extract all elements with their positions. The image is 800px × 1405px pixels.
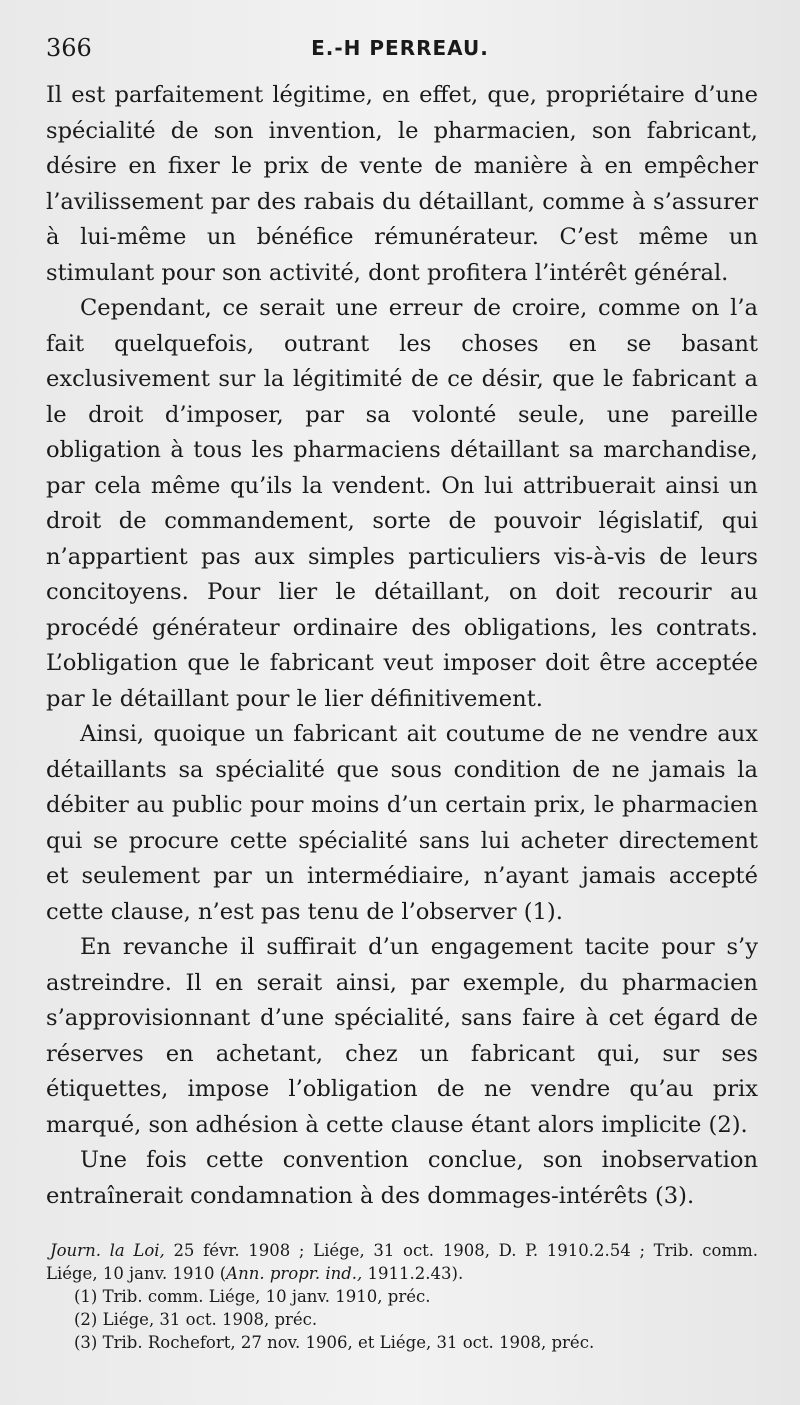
footnotes <box>46 1239 758 1354</box>
paragraph: Cependant, ce serait une erreur de croire, comme on l’a fait quelquefois, outrant les choses en se basant exclusivement sur la légitimité de ce désir, que le fabricant a le droit d’imposer, par sa volonté seule, une pareille obligation à tous les pharmaciens détaillant sa marchandise, par cela même qu’ils la vendent. On lui attribuerait ainsi un droit de commandement, sorte de pouvoir législatif, qui n’appartient pas aux simples particuliers vis-à-vis de leurs concitoyens. Pour lier le détaillant, on doit recourir au procédé générateur ordinaire des obligations, les contrats. L’obligation que le fabricant veut imposer doit être acceptée par le détaillant pour le lier définitivement. <box>46 295 758 712</box>
source-journal-b: Ann. propr. ind., <box>226 1264 363 1283</box>
paragraph: En revanche il suffirait d’un engagement tacite pour s’y astreindre. Il en serait ainsi, par exemple, du pharmacien s’approvisionnant d’une spécialité, sans faire à cet égard de réserves en achetant, chez un fabricant qui, sur ses étiquettes, impose l’obligation de ne vendre qu’au prix marqué, son adhésion à cette clause étant alors implicite (2). <box>46 934 758 1138</box>
source-text: 25 févr. 1908 ; Liége, 31 oct. 1908, D. P. 1910.2.54 ; Trib. comm. Liége, 10 janv. 1910 ( <box>46 1241 759 1283</box>
page-header <box>46 34 754 70</box>
source-text-b: 1911.2.43). <box>362 1264 464 1283</box>
page-number: 366 <box>46 34 92 62</box>
paragraph: Il est parfaitement légitime, en effet, que, propriétaire d’une spécialité de son invention, le pharmacien, son fabricant, désire en fixer le prix de vente de manière à en empêcher l’avilissement par des rabais du détaillant, comme à s’assurer à lui-même un bénéfice rémunérateur. C’est même un stimulant pour son activité, dont profitera l’intérêt général. <box>46 82 758 286</box>
running-head: E.-H PERREAU. <box>311 36 489 60</box>
footnote: (3) Trib. Rochefort, 27 nov. 1906, et Liége, 31 oct. 1908, préc. <box>74 1333 595 1352</box>
footnote: (2) Liége, 31 oct. 1908, préc. <box>74 1310 318 1329</box>
source-note <box>46 1239 758 1285</box>
paragraph: Ainsi, quoique un fabricant ait coutume de ne vendre aux détaillants sa spécialité que sous condition de ne jamais la débiter au public pour moins d’un certain prix, le pharmacien qui se procure cette spécialité sans lui acheter directement et seulement par un intermédiaire, n’ayant jamais accepté cette clause, n’est pas tenu de l’observer (1). <box>46 721 758 925</box>
footnote: (1) Trib. comm. Liége, 10 janv. 1910, préc. <box>74 1287 431 1306</box>
source-journal: Journ. la Loi, <box>50 1241 165 1260</box>
paragraph: Une fois cette convention conclue, son inobservation entraînerait condamnation à des dommages-intérêts (3). <box>46 1147 758 1209</box>
main-text <box>46 78 758 1214</box>
